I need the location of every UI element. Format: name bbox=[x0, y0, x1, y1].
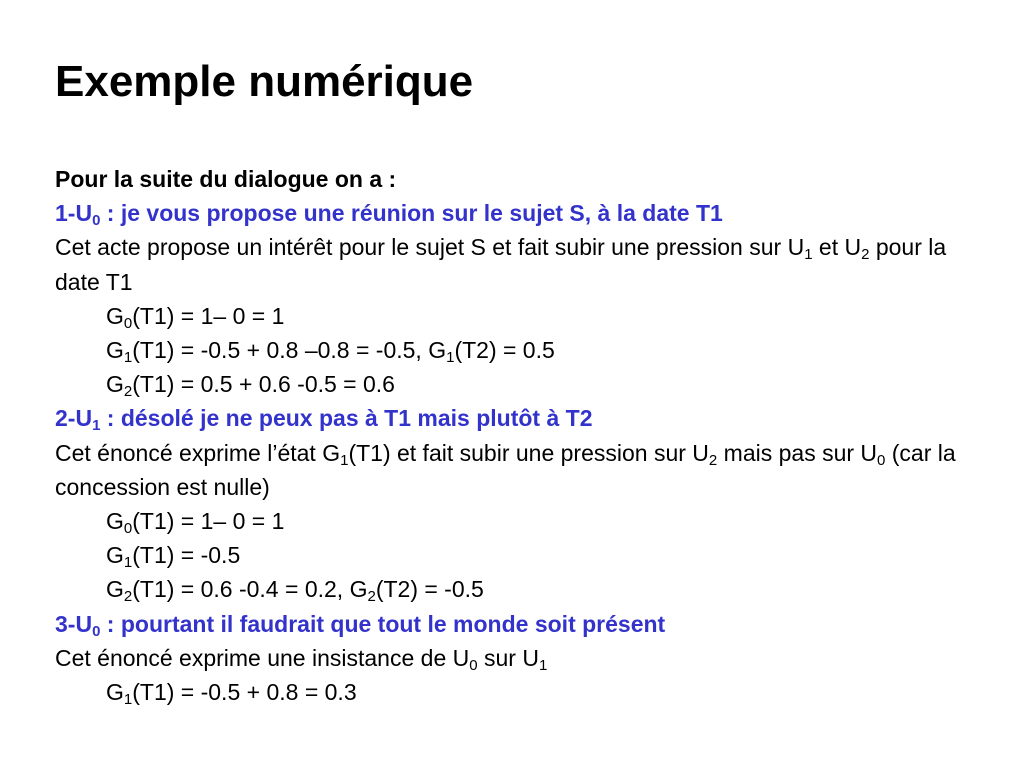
eq-text: (T1) = 1– 0 = 1 bbox=[132, 508, 285, 535]
eq-var: G bbox=[106, 302, 124, 329]
eq-var: G bbox=[106, 371, 124, 398]
equation-3-g1 bbox=[55, 675, 975, 709]
description-2 bbox=[55, 436, 975, 504]
utterance-3-text: : pourtant il faudrait que tout le monde soit présent bbox=[100, 610, 666, 637]
description-1-text-c: pour la date T1 bbox=[55, 234, 947, 295]
description-3-sub-b: 1 bbox=[538, 656, 548, 674]
eq-sub: 2 bbox=[367, 588, 376, 606]
eq-sub: 1 bbox=[123, 349, 133, 367]
utterance-1 bbox=[55, 196, 975, 230]
eq-sub: 0 bbox=[123, 520, 133, 538]
utterance-2-speaker: 2-U bbox=[55, 405, 93, 432]
slide-body bbox=[55, 162, 975, 709]
eq-text: (T1) = 0.5 + 0.6 -0.5 = 0.6 bbox=[132, 371, 395, 398]
description-3 bbox=[55, 641, 975, 675]
intro-line: Pour la suite du dialogue on a : bbox=[55, 166, 397, 192]
description-1-text-b: et U bbox=[812, 234, 862, 261]
description-3-text-a: Cet énoncé exprime une insistance de U bbox=[55, 644, 470, 671]
eq-sub: 1 bbox=[446, 349, 455, 367]
description-1-text-a: Cet acte propose un intérêt pour le sujet S et fait subir une pression sur U bbox=[55, 234, 805, 261]
utterance-2-speaker-sub: 1 bbox=[92, 417, 101, 435]
slide-title: Exemple numérique bbox=[55, 57, 474, 106]
eq-text: (T2) = 0.5 bbox=[454, 337, 555, 364]
equation-2-g1 bbox=[55, 538, 975, 572]
eq-var: G bbox=[106, 542, 124, 569]
eq-var: G bbox=[106, 337, 124, 364]
eq-var: G bbox=[106, 576, 124, 603]
utterance-3-speaker: 3-U bbox=[55, 610, 93, 637]
equation-2-g0 bbox=[55, 504, 975, 538]
utterance-2-text: : désolé je ne peux pas à T1 mais plutôt à T2 bbox=[100, 405, 593, 432]
utterance-1-speaker: 1-U bbox=[55, 200, 93, 227]
eq-text: (T2) = -0.5 bbox=[375, 576, 484, 603]
description-3-text-b: sur U bbox=[477, 644, 539, 671]
description-2-text-a: Cet énoncé exprime l’état G bbox=[55, 439, 341, 466]
eq-text: (T1) = -0.5 bbox=[132, 542, 241, 569]
eq-text: (T1) = -0.5 + 0.8 = 0.3 bbox=[132, 679, 357, 706]
eq-sub: 2 bbox=[123, 588, 133, 606]
eq-text: (T1) = 0.6 -0.4 = 0.2, G bbox=[132, 576, 368, 603]
eq-text: (T1) = -0.5 + 0.8 –0.8 = -0.5, G bbox=[132, 337, 447, 364]
description-2-sub-b: 2 bbox=[708, 451, 718, 469]
eq-var: G bbox=[106, 508, 124, 535]
utterance-1-text: : je vous propose une réunion sur le sujet S, à la date T1 bbox=[100, 200, 723, 227]
description-2-text-c: mais pas sur U bbox=[717, 439, 878, 466]
description-1-sub-a: 1 bbox=[804, 246, 813, 264]
description-2-sub-a: 1 bbox=[340, 451, 349, 469]
eq-sub: 0 bbox=[123, 314, 133, 332]
eq-var: G bbox=[106, 679, 124, 706]
eq-sub: 1 bbox=[123, 691, 133, 709]
utterance-1-speaker-sub: 0 bbox=[92, 212, 101, 230]
description-2-text-b: (T1) et fait subir une pression sur U bbox=[348, 439, 709, 466]
eq-text: (T1) = 1– 0 = 1 bbox=[132, 302, 285, 329]
equation-1-g2 bbox=[55, 367, 975, 401]
eq-sub: 2 bbox=[123, 383, 133, 401]
description-2-text-d: (car la concession est nulle) bbox=[55, 439, 956, 500]
description-1-sub-b: 2 bbox=[861, 246, 870, 264]
description-3-sub-a: 0 bbox=[469, 656, 478, 674]
utterance-2 bbox=[55, 401, 975, 435]
equation-2-g2 bbox=[55, 572, 975, 606]
description-2-sub-c: 0 bbox=[877, 451, 886, 469]
equation-1-g0 bbox=[55, 299, 975, 333]
equation-1-g1 bbox=[55, 333, 975, 367]
utterance-3 bbox=[55, 607, 975, 641]
utterance-3-speaker-sub: 0 bbox=[92, 622, 101, 640]
description-1 bbox=[55, 230, 975, 298]
eq-sub: 1 bbox=[123, 554, 133, 572]
